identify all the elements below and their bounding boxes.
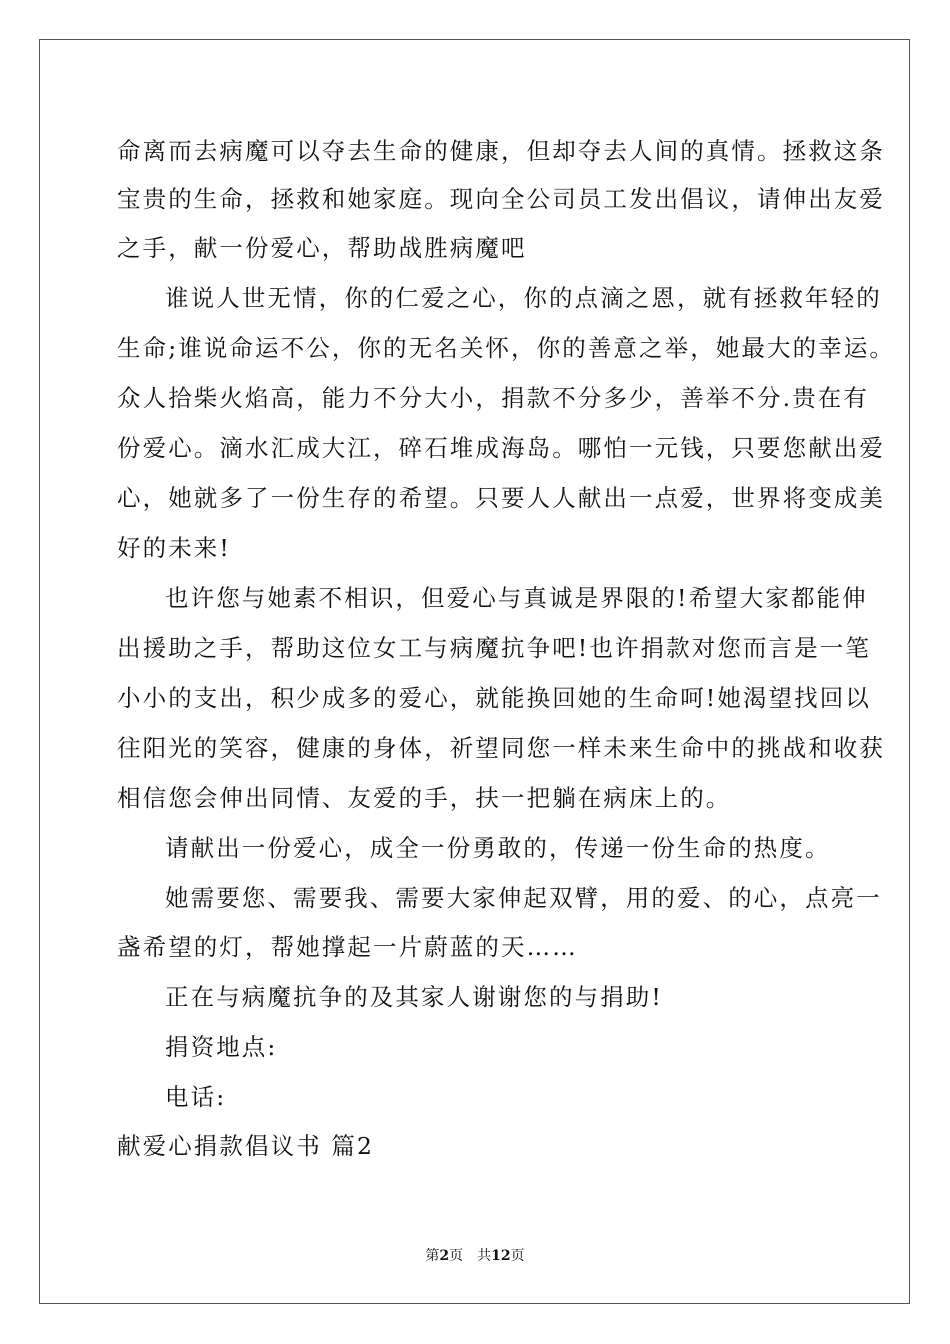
text-line-1: 命离而去病魔可以夺去生命的健康，但却夺去人间的真情。拯救这条 [117, 137, 885, 165]
section-heading: 献爱心捐款倡议书 篇2 [117, 1132, 375, 1160]
text-line-12: 小小的支出，积少成多的爱心，就能换回她的生命呵!她渴望找回以 [117, 684, 871, 712]
page-border [39, 39, 910, 1304]
total-pages: 12 [491, 1248, 511, 1264]
text-line-11: 出援助之手，帮助这位女工与病魔抗争吧!也许捐款对您而言是一笔 [117, 634, 871, 662]
text-line-18: 正在与病魔抗争的及其家人谢谢您的与捐助! [165, 983, 663, 1011]
text-line-2: 宝贵的生命，拯救和她家庭。现向全公司员工发出倡议，请伸出友爱 [117, 185, 885, 213]
text-line-14: 相信您会伸出同情、友爱的手，扶一把躺在病床上的。 [117, 784, 732, 812]
text-line-5: 生命;谁说命运不公，你的无名关怀，你的善意之举，她最大的幸运。 [117, 334, 896, 362]
total-suffix: 页 [510, 1248, 525, 1264]
page-suffix: 页 [449, 1248, 464, 1264]
text-line-20: 电话: [165, 1083, 227, 1111]
text-line-16: 她需要您、需要我、需要大家伸起双臂，用的爱、的心，点亮一 [165, 884, 882, 912]
text-line-19: 捐资地点: [165, 1033, 278, 1061]
text-line-6: 众人拾柴火焰高，能力不分大小，捐款不分多少，善举不分.贵在有 [117, 384, 869, 412]
text-line-10: 也许您与她素不相识，但爱心与真诚是界限的!希望大家都能伸 [165, 584, 868, 612]
text-line-4: 谁说人世无情，你的仁爱之心，你的点滴之恩，就有拯救年轻的 [165, 284, 882, 312]
page-prefix: 第 [425, 1248, 440, 1264]
page-footer [0, 1245, 950, 1265]
total-prefix: 共 [477, 1248, 492, 1264]
text-line-13: 往阳光的笑容，健康的身体，祈望同您一样未来生命中的挑战和收获 [117, 734, 885, 762]
page-number: 2 [439, 1248, 450, 1264]
text-line-9: 好的未来! [117, 534, 231, 562]
text-line-15: 请献出一份爱心，成全一份勇敢的，传递一份生命的热度。 [165, 834, 831, 862]
text-line-8: 心，她就多了一份生存的希望。只要人人献出一点爱，世界将变成美 [117, 484, 885, 512]
text-line-7: 份爱心。滴水汇成大江，碎石堆成海岛。哪怕一元钱，只要您献出爱 [117, 434, 885, 462]
text-line-17: 盏希望的灯，帮她撑起一片蔚蓝的天…… [117, 933, 578, 961]
text-line-3: 之手，献一份爱心，帮助战胜病魔吧 [117, 234, 527, 262]
